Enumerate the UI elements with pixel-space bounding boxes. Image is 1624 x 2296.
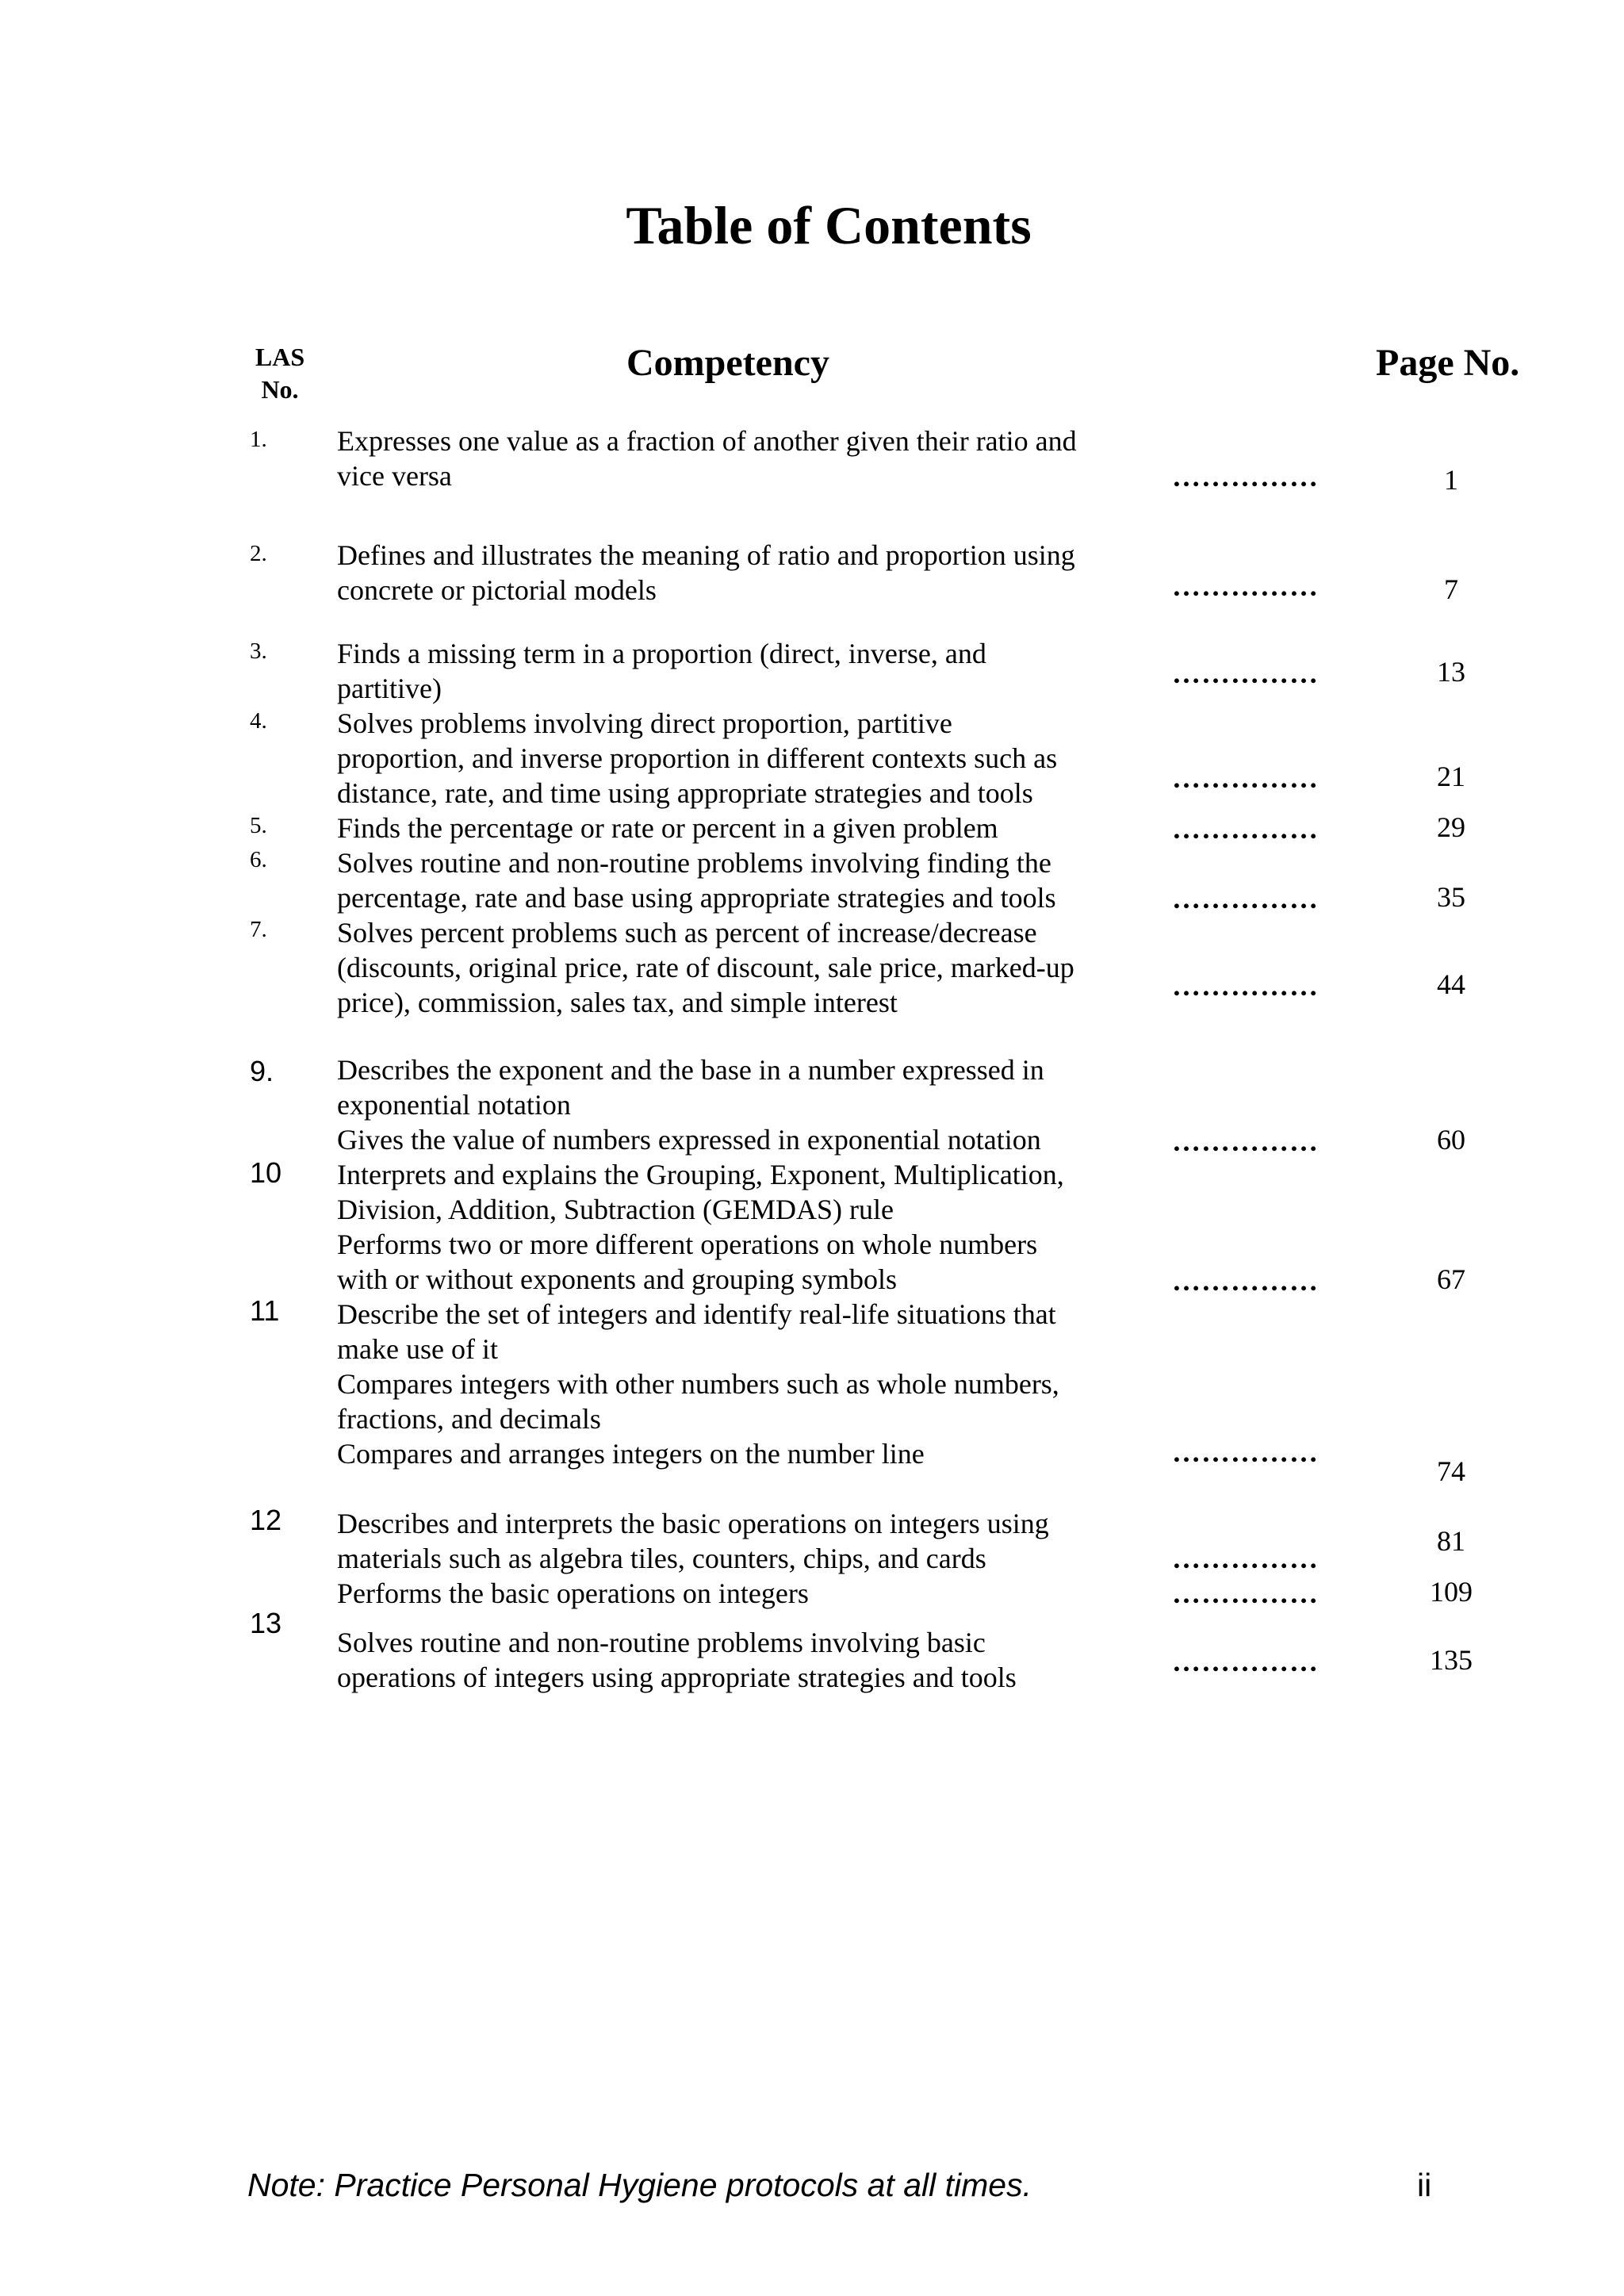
competency-line: Solves percent problems such as percent of increase/decrease xyxy=(337,917,1037,949)
competency-line: price), commission, sales tax, and simple interest xyxy=(337,987,898,1018)
competency-line: Solves routine and non-routine problems involving basic xyxy=(337,1627,986,1658)
competency-line: Division, Addition, Subtraction (GEMDAS) rule xyxy=(337,1194,894,1225)
las-no-header-line1: LAS xyxy=(255,343,305,371)
competency-line: fractions, and decimals xyxy=(337,1403,601,1435)
dot-leader: …………… xyxy=(1172,1577,1319,1609)
las-number: 10 xyxy=(250,1156,282,1189)
dot-leader: …………… xyxy=(1172,762,1319,794)
competency-line: Performs two or more different operations on whole numbers xyxy=(337,1228,1038,1260)
dot-leader: …………… xyxy=(1172,570,1319,602)
competency-line: Solves routine and non-routine problems involving finding the xyxy=(337,847,1051,879)
page-number: 7 xyxy=(1444,573,1458,605)
las-number: 3. xyxy=(250,638,267,664)
las-no-header xyxy=(252,341,308,406)
las-number: 4. xyxy=(250,708,267,734)
page-number: 60 xyxy=(1437,1124,1465,1156)
competency-line: make use of it xyxy=(337,1333,498,1365)
dot-leader: …………… xyxy=(1172,1265,1319,1297)
dot-leader: …………… xyxy=(1172,1436,1319,1468)
page-number: 135 xyxy=(1430,1644,1473,1676)
page-number: 109 xyxy=(1430,1576,1473,1608)
las-number: 6. xyxy=(250,847,267,872)
page-number: 74 xyxy=(1437,1455,1465,1487)
competency-line: Describe the set of integers and identify real-life situations that xyxy=(337,1298,1056,1330)
competency-line: concrete or pictorial models xyxy=(337,574,657,606)
dot-leader: …………… xyxy=(1172,1646,1319,1677)
las-number: 11 xyxy=(250,1294,280,1327)
competency-line: percentage, rate and base using appropriate strategies and tools xyxy=(337,882,1056,914)
dot-leader: …………… xyxy=(1172,1543,1319,1574)
competency-line: Compares integers with other numbers such as whole numbers, xyxy=(337,1368,1059,1400)
competency-line: proportion, and inverse proportion in different contexts such as xyxy=(337,742,1058,774)
page-number: 67 xyxy=(1437,1263,1465,1295)
page-number: 35 xyxy=(1437,881,1465,913)
competency-line: Describes and interprets the basic operations on integers using xyxy=(337,1508,1049,1539)
las-number: 7. xyxy=(250,917,267,942)
dot-leader: …………… xyxy=(1172,813,1319,845)
competency-line: Interprets and explains the Grouping, Exponent, Multiplication, xyxy=(337,1159,1064,1190)
page-title: Table of Contents xyxy=(626,195,1032,255)
competency-line: vice versa xyxy=(337,460,452,492)
competency-line: Describes the exponent and the base in a number expressed in xyxy=(337,1054,1044,1086)
page-number: 44 xyxy=(1437,968,1465,1000)
page-number: 81 xyxy=(1437,1525,1465,1557)
dot-leader: …………… xyxy=(1172,970,1319,1002)
footer-page-number: ii xyxy=(1417,2167,1432,2203)
las-number: 13 xyxy=(250,1607,282,1639)
competency-header: Competency xyxy=(626,342,829,384)
competency-line: partitive) xyxy=(337,673,442,704)
competency-line: Finds the percentage or rate or percent in a given problem xyxy=(337,812,998,844)
las-number: 1. xyxy=(250,427,267,452)
page-number: 29 xyxy=(1437,811,1465,843)
competency-line: exponential notation xyxy=(337,1089,571,1121)
las-no-header-line2: No. xyxy=(261,375,299,404)
las-number: 12 xyxy=(250,1504,282,1536)
competency-line: distance, rate, and time using appropriate strategies and tools xyxy=(337,777,1033,809)
page-number: 21 xyxy=(1437,761,1465,792)
footer-note: Note: Practice Personal Hygiene protocols at all times. xyxy=(247,2167,1032,2203)
competency-line: Defines and illustrates the meaning of ratio and proportion using xyxy=(337,539,1075,571)
competency-line: Solves problems involving direct proportion, partitive xyxy=(337,707,952,739)
dot-leader: …………… xyxy=(1172,883,1319,914)
competency-line: Expresses one value as a fraction of another given their ratio and xyxy=(337,425,1077,457)
competency-line: operations of integers using appropriate strategies and tools xyxy=(337,1662,1017,1693)
competency-line: Compares and arranges integers on the number line xyxy=(337,1438,925,1470)
competency-line: Performs the basic operations on integers xyxy=(337,1577,809,1609)
competency-line: materials such as algebra tiles, counters, chips, and cards xyxy=(337,1543,986,1574)
dot-leader: …………… xyxy=(1172,657,1319,689)
competency-line: with or without exponents and grouping symbols xyxy=(337,1263,897,1295)
competency-line: (discounts, original price, rate of discount, sale price, marked-up xyxy=(337,952,1074,983)
page-no-header: Page No. xyxy=(1376,342,1520,384)
las-number: 5. xyxy=(250,813,267,838)
las-number: 9. xyxy=(250,1055,274,1087)
competency-line: Finds a missing term in a proportion (direct, inverse, and xyxy=(337,638,986,669)
competency-line: Gives the value of numbers expressed in exponential notation xyxy=(337,1124,1041,1156)
las-number: 2. xyxy=(250,541,267,566)
dot-leader: …………… xyxy=(1172,461,1319,493)
page-number: 13 xyxy=(1437,656,1465,688)
dot-leader: …………… xyxy=(1172,1125,1319,1157)
page-number: 1 xyxy=(1444,464,1458,496)
